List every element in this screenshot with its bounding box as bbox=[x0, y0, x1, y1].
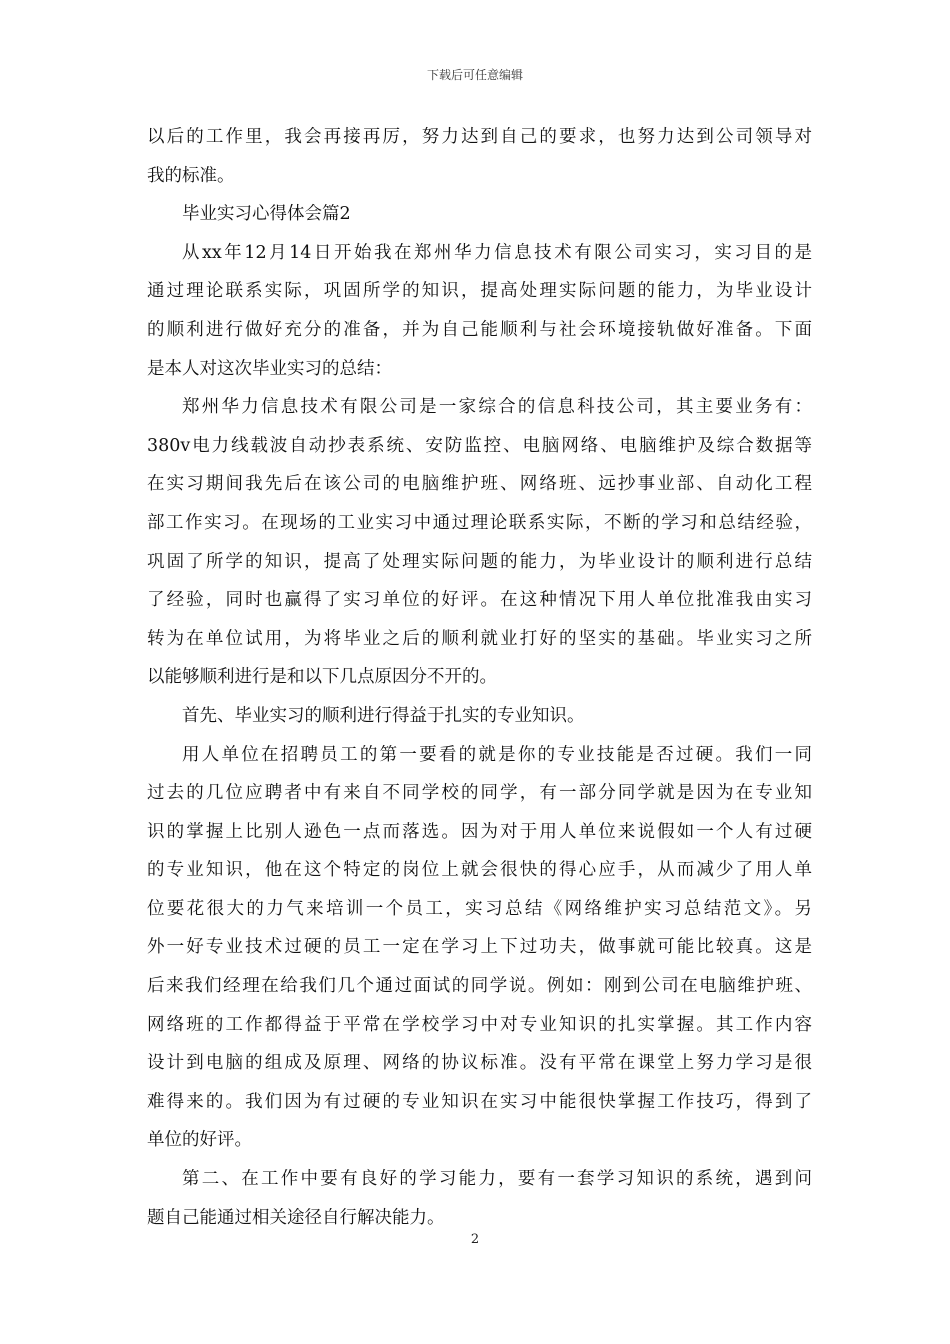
text-line: 的专业知识，他在这个特定的岗位上就会很快的得心应手，从而减少了用人单 bbox=[147, 860, 812, 881]
text-line: 郑州华力信息技术有限公司是一家综合的信息科技公司，其主要业务有： bbox=[182, 397, 812, 418]
text-line: 是本人对这次毕业实习的总结： bbox=[147, 358, 392, 379]
text-line: 的顺利进行做好充分的准备，并为自己能顺利与社会环境接轨做好准备。下面 bbox=[147, 319, 812, 340]
text-line: 部工作实习。在现场的工业实习中通过理论联系实际，不断的学习和总结经验， bbox=[147, 512, 812, 533]
text-line: 以能够顺利进行是和以下几点原因分不开的。 bbox=[147, 667, 497, 688]
document-body bbox=[147, 118, 812, 1237]
text-line: 以后的工作里，我会再接再厉，努力达到自己的要求，也努力达到公司领导对 bbox=[147, 127, 812, 147]
text-line: 第二、在工作中要有良好的学习能力，要有一套学习知识的系统，遇到问 bbox=[182, 1169, 812, 1190]
text-line: 设计到电脑的组成及原理、网络的协议标准。没有平常在课堂上努力学习是很 bbox=[147, 1053, 812, 1074]
text-line: 单位的好评。 bbox=[147, 1130, 252, 1151]
text-line: 巩固了所学的知识，提高了处理实际问题的能力，为毕业设计的顺利进行总结 bbox=[147, 551, 812, 572]
text-line: 识的掌握上比别人逊色一点而落选。因为对于用人单位来说假如一个人有过硬 bbox=[147, 821, 812, 842]
text-line: 在实习期间我先后在该公司的电脑维护班、网络班、远抄事业部、自动化工程 bbox=[147, 474, 812, 495]
text-line: 用人单位在招聘员工的第一要看的就是你的专业技能是否过硬。我们一同 bbox=[182, 744, 812, 765]
section-heading: 毕业实习心得体会篇2 bbox=[182, 204, 351, 225]
text-line: 位要花很大的力气来培训一个员工，实习总结《网络维护实习总结范文》。另 bbox=[147, 898, 812, 919]
text-line: 网络班的工作都得益于平常在学校学习中对专业知识的扎实掌握。其工作内容 bbox=[147, 1014, 812, 1035]
text-line: 首先、毕业实习的顺利进行得益于扎实的专业知识。 bbox=[182, 705, 585, 726]
text-line: 难得来的。我们因为有过硬的专业知识在实习中能很快掌握工作技巧，得到了 bbox=[147, 1091, 812, 1112]
page-number: 2 bbox=[470, 1232, 480, 1247]
text-line: 我的标准。 bbox=[147, 165, 235, 186]
text-line: 外一好专业技术过硬的员工一定在学习上下过功夫，做事就可能比较真。这是 bbox=[147, 937, 812, 958]
text-line: 了经验，同时也赢得了实习单位的好评。在这种情况下用人单位批准我由实习 bbox=[147, 590, 812, 611]
text-line: 转为在单位试用，为将毕业之后的顺利就业打好的坚实的基础。毕业实习之所 bbox=[147, 628, 812, 649]
text-line: 从xx年12月14日开始我在郑州华力信息技术有限公司实习，实习目的是 bbox=[182, 242, 812, 263]
page-header: 下载后可任意编辑 bbox=[426, 68, 523, 82]
text-line: 通过理论联系实际，巩固所学的知识，提高处理实际问题的能力，为毕业设计 bbox=[147, 281, 812, 302]
text-line: 后来我们经理在给我们几个通过面试的同学说。例如：刚到公司在电脑维护班、 bbox=[147, 976, 812, 997]
text-line: 过去的几位应聘者中有来自不同学校的同学，有一部分同学就是因为在专业知 bbox=[147, 783, 812, 804]
text-line: 380v电力线载波自动抄表系统、安防监控、电脑网络、电脑维护及综合数据等 bbox=[147, 435, 812, 456]
text-line: 题自己能通过相关途径自行解决能力。 bbox=[147, 1207, 445, 1228]
